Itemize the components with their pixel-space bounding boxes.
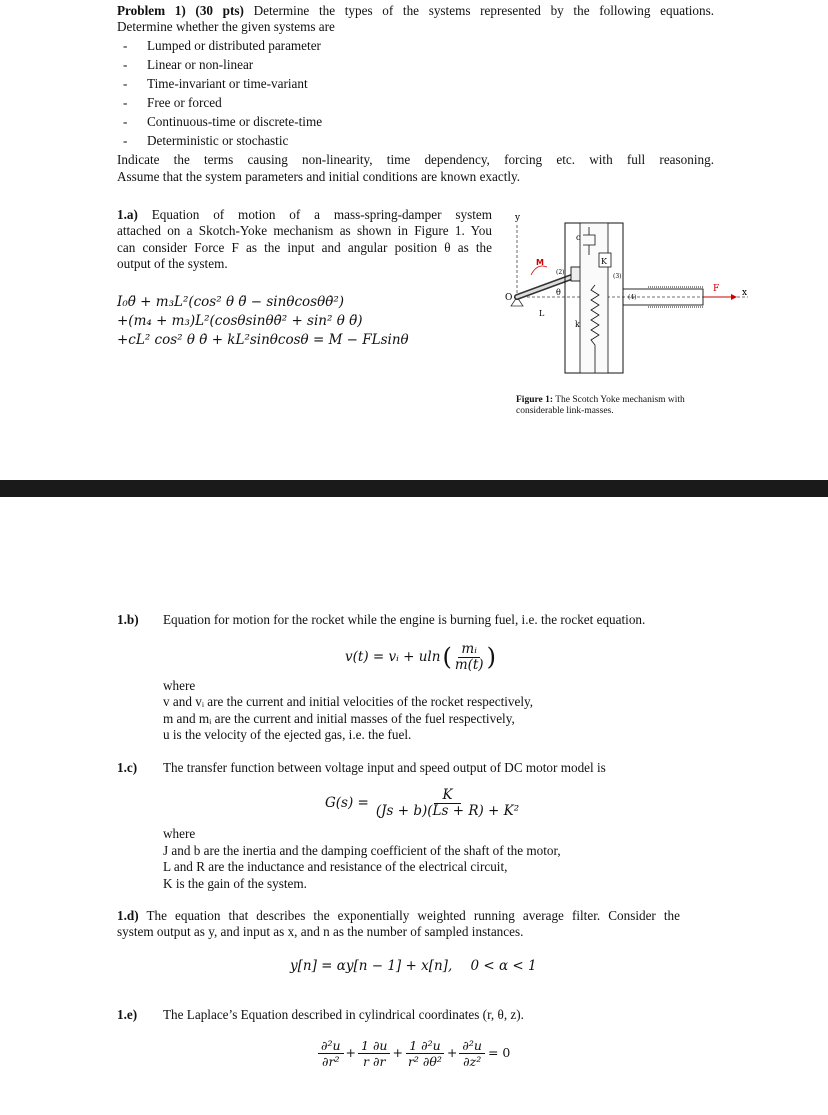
list-item: Free or forced <box>147 95 222 110</box>
crank-link-inner <box>517 275 577 297</box>
part-c-where-line1: J and b are the inertia and the damping coefficient of the shaft of the motor, <box>163 843 561 858</box>
list-item: Lumped or distributed parameter <box>147 38 321 53</box>
equation-e-term2-den: r ∂r <box>363 1054 386 1069</box>
equation-b-fraction <box>452 642 487 673</box>
equation-e-term4 <box>459 1038 485 1069</box>
equation-e <box>318 1038 510 1069</box>
equation-c-fraction <box>373 788 522 819</box>
part-a-line2: attached on a Skotch-Yoke mechanism as shown in Figure 1. You <box>117 223 492 238</box>
origin-label: O <box>505 293 513 303</box>
force-label: F <box>713 284 720 294</box>
part-a-text: Equation of motion of a mass-spring-damper system <box>151 207 492 222</box>
plus-sign: + <box>345 1045 357 1061</box>
equation-e-term1-den: ∂r² <box>322 1054 340 1069</box>
equation-b-lhs: v(t) = vᵢ + uln <box>345 649 441 666</box>
equation-e-term2 <box>358 1038 390 1069</box>
theta-label: θ <box>556 288 561 297</box>
problem-intro-line2: Determine whether the given systems are <box>117 19 335 34</box>
page-separator <box>0 480 828 497</box>
list-item: Linear or non-linear <box>147 57 254 72</box>
bullet-dash: - <box>123 38 128 53</box>
equation-d-body: y[n] = αy[n − 1] + x[n], <box>290 958 453 974</box>
part-d-text: The equation that describes the exponentially weighted running average filter. Consider the <box>146 908 680 923</box>
part-e-label: 1.e) <box>117 1007 138 1022</box>
equation-e-term4-den: ∂z² <box>463 1054 482 1069</box>
bullet-dash: - <box>123 133 128 148</box>
figure-caption-line2: considerable link-masses. <box>516 406 614 416</box>
equation-d <box>290 958 537 975</box>
length-label: L <box>539 309 545 318</box>
part-c-label: 1.c) <box>117 760 138 775</box>
part-e-text: The Laplace’s Equation described in cylindrical coordinates (r, θ, z). <box>163 1007 524 1022</box>
equation-e-term3 <box>405 1038 445 1069</box>
equation-a-3: +cL² cos² θ θ̇ + kL²sinθcosθ = M − FLsinθ <box>117 332 409 348</box>
equation-e-rhs: = 0 <box>487 1045 511 1061</box>
list-item: Continuous-time or discrete-time <box>147 114 323 129</box>
equation-a-2: +(m₄ + m₃)L²(cosθsinθθ̇² + sin² θ θ̈) <box>117 313 363 329</box>
part-d-line2: system output as y, and input as x, and n as the number of sampled instances. <box>117 924 524 939</box>
equation-e-term1 <box>318 1038 344 1069</box>
equation-e-term3-num: 1 ∂²u <box>406 1038 443 1054</box>
figure-caption-text: The Scotch Yoke mechanism with <box>555 395 685 405</box>
part-c-text: The transfer function between voltage input and speed output of DC motor model is <box>163 760 606 775</box>
part-b-where: where <box>163 678 196 693</box>
scotch-yoke-figure <box>503 205 763 395</box>
part-b-where-line3: u is the velocity of the ejected gas, i.e. the fuel. <box>163 727 412 742</box>
part-b-text: Equation for motion for the rocket while the engine is burning fuel, i.e. the rocket equation. <box>163 612 646 627</box>
part-d-line1 <box>117 908 680 925</box>
force-arrowhead <box>731 294 737 300</box>
problem-heading: Problem 1) (30 pts) <box>117 3 244 18</box>
right-paren: ) <box>486 643 496 672</box>
part-a-line4: output of the system. <box>117 256 228 271</box>
equation-c-numerator: K <box>434 788 460 804</box>
equation-b-denominator: m(t) <box>454 657 484 673</box>
k-block-label: K <box>601 257 607 266</box>
plus-sign: + <box>446 1045 458 1061</box>
bullet-dash: - <box>123 114 128 129</box>
equation-c <box>325 788 522 819</box>
equation-e-term3-den: r² ∂θ² <box>407 1054 442 1069</box>
equation-e-term2-num: 1 ∂u <box>358 1038 390 1054</box>
bullet-dash: - <box>123 95 128 110</box>
bullet-dash: - <box>123 76 128 91</box>
equation-b <box>345 642 496 673</box>
part-b-where-line2: m and mᵢ are the current and initial masses of the fuel respectively, <box>163 711 515 726</box>
equation-e-term4-num: ∂²u <box>459 1038 485 1054</box>
damper-label: c <box>576 233 581 242</box>
equation-e-term1-num: ∂²u <box>318 1038 344 1054</box>
instruction-line1: Indicate the terms causing non-linearity, time dependency, forcing etc. with full reasoning. <box>117 152 714 167</box>
moment-label: M <box>536 258 544 267</box>
problem-intro-line1 <box>117 3 714 20</box>
figure-caption-bold: Figure 1: <box>516 395 554 405</box>
equation-d-condition: 0 < α < 1 <box>470 958 537 974</box>
link2-label: (2) <box>556 269 565 276</box>
figure-caption <box>516 395 685 406</box>
list-item: Deterministic or stochastic <box>147 133 289 148</box>
link4-label: (4) <box>628 294 637 301</box>
y-label: y <box>515 213 521 223</box>
problem-intro-text: Determine the types of the systems represented by the following equations. <box>253 3 715 18</box>
part-b-where-line1: v and vᵢ are the current and initial velocities of the rocket respectively, <box>163 694 534 709</box>
part-a-line3: can consider Force F as the input and angular position θ as the <box>117 240 492 255</box>
equation-c-denominator: (Js + b)(Ls + R) + K² <box>375 803 520 819</box>
part-c-where: where <box>163 826 196 841</box>
link3-label: (3) <box>613 273 622 280</box>
bullet-dash: - <box>123 57 128 72</box>
equation-b-numerator: mᵢ <box>458 642 480 658</box>
part-a-line1 <box>117 207 492 224</box>
x-label: x <box>742 288 748 298</box>
left-paren: ( <box>442 643 452 672</box>
part-b-label: 1.b) <box>117 612 139 627</box>
part-c-where-line3: K is the gain of the system. <box>163 876 307 891</box>
equation-a-1: I₀θ̈ + m₃L²(cos² θ θ̈ − sinθcosθθ̇²) <box>117 294 345 310</box>
plus-sign: + <box>392 1045 403 1061</box>
spring-label: k <box>575 320 580 329</box>
part-d-label: 1.d) <box>117 908 139 923</box>
instruction-line2: Assume that the system parameters and initial conditions are known exactly. <box>117 169 521 184</box>
part-c-where-line2: L and R are the inductance and resistance of the electrical circuit, <box>163 859 508 874</box>
moment-arrow <box>531 266 547 275</box>
equation-c-lhs: G(s) = <box>325 795 369 812</box>
part-a-label: 1.a) <box>117 207 138 222</box>
list-item: Time-invariant or time-variant <box>147 76 308 91</box>
